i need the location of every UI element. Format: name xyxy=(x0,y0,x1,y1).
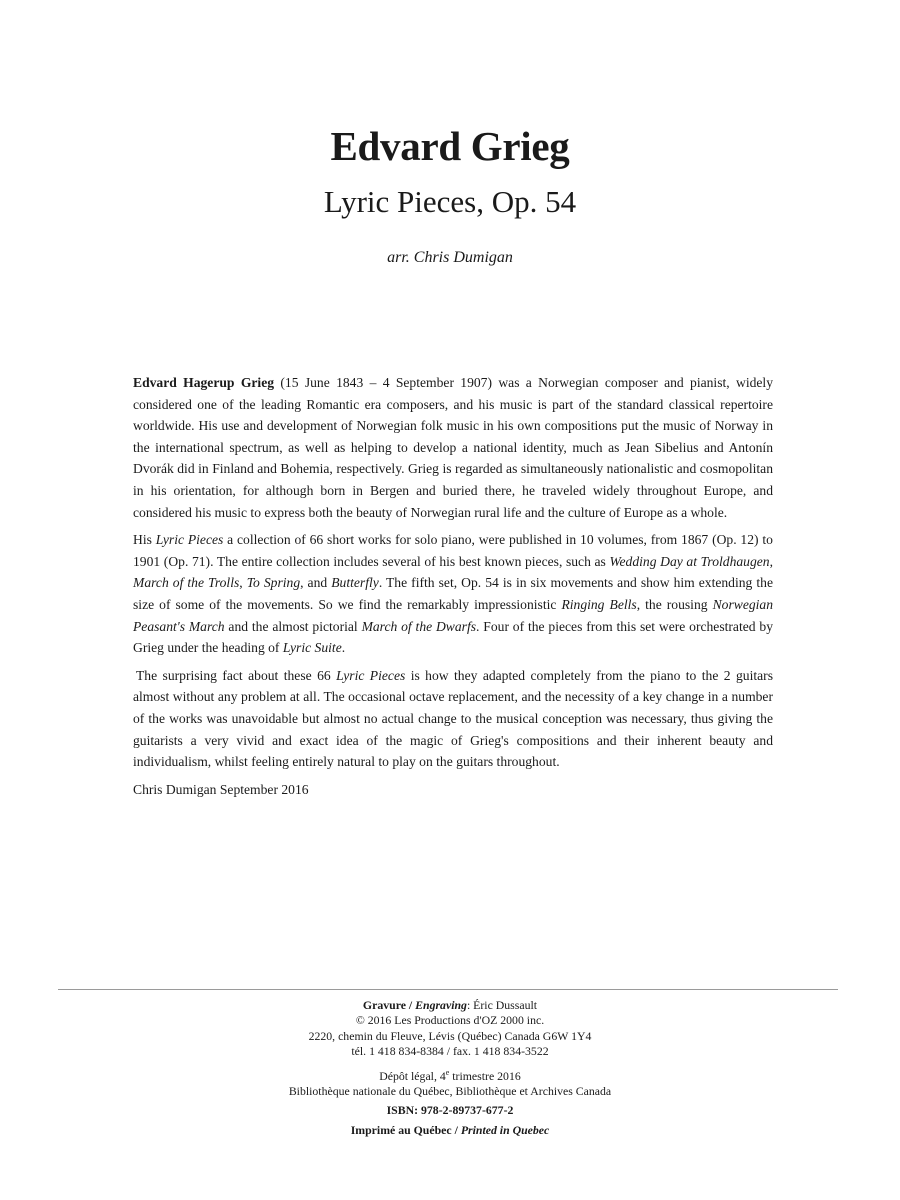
library-line: Bibliothèque nationale du Québec, Bibliothèque et Archives Canada xyxy=(288,1083,612,1098)
work-title: March of the Trolls xyxy=(133,575,240,591)
engraver-name: : Éric Dussault xyxy=(466,998,538,1012)
text-run: . xyxy=(341,640,346,656)
composer-full-name: Edvard Hagerup Grieg xyxy=(133,375,275,390)
work-title: Wedding Day at Troldhaugen xyxy=(609,553,770,569)
work-title: To Spring xyxy=(246,575,301,591)
legal-deposit-text: Dépôt légal, 4 xyxy=(379,1068,446,1083)
separator: / xyxy=(451,1122,461,1137)
publisher-address: 2220, chemin du Fleuve, Lévis (Québec) Canada G6W 1Y4 xyxy=(308,1028,592,1043)
superscript: e xyxy=(445,1067,450,1077)
page-subtitle: Lyric Pieces, Op. 54 xyxy=(323,184,577,219)
text-run: is how they adapted completely from the piano to the 2 guitars almost without any problem at all. The occasional octave replacement, and the necessity of a key change in a number of the works was unavoidable but almost no actual change to the musical conception was necessary, thus giving the guitarists a very vivid and exact idea of the magic of Grieg's compositions and their inherent beauty and individualism, whilst feeling entirely natural to play on the guitars throughout. xyxy=(133,667,773,770)
introduction-text xyxy=(133,372,773,806)
work-title: Butterfly xyxy=(331,575,379,591)
text-run: , xyxy=(239,575,247,591)
legal-deposit-rest: trimestre 2016 xyxy=(449,1068,521,1083)
work-title: Lyric Pieces xyxy=(336,667,406,683)
text-run: and the almost pictorial xyxy=(224,618,362,634)
publisher-phone: tél. 1 418 834-8384 / fax. 1 418 834-3522 xyxy=(351,1044,549,1059)
legal-deposit xyxy=(0,1065,900,1084)
intro-paragraph-1 xyxy=(133,372,773,523)
intro-paragraph-2 xyxy=(133,529,773,659)
engraving-label-en: Engraving xyxy=(415,998,467,1012)
colophon xyxy=(0,998,900,1138)
isbn-text: ISBN: 978-2-89737-677-2 xyxy=(386,1103,514,1118)
text-run: His xyxy=(133,532,156,548)
text-run: , xyxy=(769,553,773,569)
intro-paragraph-1-text: (15 June 1843 – 4 September 1907) was a Norwegian composer and pianist, widely considered one of the leading Romantic era composers, and his music is part of the standard classical repertoire worldwide. His use and development of Norwegian folk music in his own compositions put the music of Norway in the international spectrum, as well as helping to develop a national identity, much as Jean Sibelius and Antonín Dvorák did in Finland and Bohemia, respectively. Grieg is regarded as simultaneously nationalistic and cosmopolitan in his orientation, for although born in Bergen and buried there, he traveled widely throughout Europe, and considered his music to express both the beauty of Norwegian rural life and the culture of Europe as a whole. xyxy=(133,375,773,520)
arranger-credit: arr. Chris Dumigan xyxy=(387,249,513,266)
text-run: . Four of the pieces from this set were orchestrated by Grieg under the heading of xyxy=(133,618,773,656)
divider-line xyxy=(58,989,838,990)
printed-in xyxy=(0,1123,900,1138)
text-run: The surprising fact about these 66 xyxy=(136,667,337,683)
work-title: Ringing Bells xyxy=(561,596,637,612)
text-run: , and xyxy=(300,575,332,591)
printed-fr: Imprimé au Québec xyxy=(350,1122,452,1137)
text-run: , the rousing xyxy=(636,596,713,612)
text-run: . The fifth set, Op. 54 is in six movements and show him extending the size of some of the movements. So we find the remarkably impressionistic xyxy=(133,575,773,612)
printed-en: Printed in Quebec xyxy=(460,1122,550,1137)
page-title: Edvard Grieg xyxy=(330,123,570,169)
copyright-line: © 2016 Les Productions d'OZ 2000 inc. xyxy=(355,1013,545,1028)
signature: Chris Dumigan September 2016 xyxy=(133,781,309,797)
engraving-credit xyxy=(0,998,900,1013)
work-title: Norwegian Peasant's March xyxy=(133,596,774,634)
separator: / xyxy=(405,998,416,1012)
work-title: Lyric Pieces xyxy=(155,532,224,548)
intro-paragraph-3 xyxy=(133,665,773,773)
work-title: Lyric Suite xyxy=(282,640,342,656)
engraving-label-fr: Gravure xyxy=(362,998,406,1012)
text-run: a collection of 66 short works for solo piano, were published in 10 volumes, from 1867 (Op. 12) to 1901 (Op. 71). The entire collection includes several of his best known pieces, such as xyxy=(133,532,773,569)
work-title: March of the Dwarfs xyxy=(361,618,477,634)
isbn xyxy=(0,1103,900,1118)
